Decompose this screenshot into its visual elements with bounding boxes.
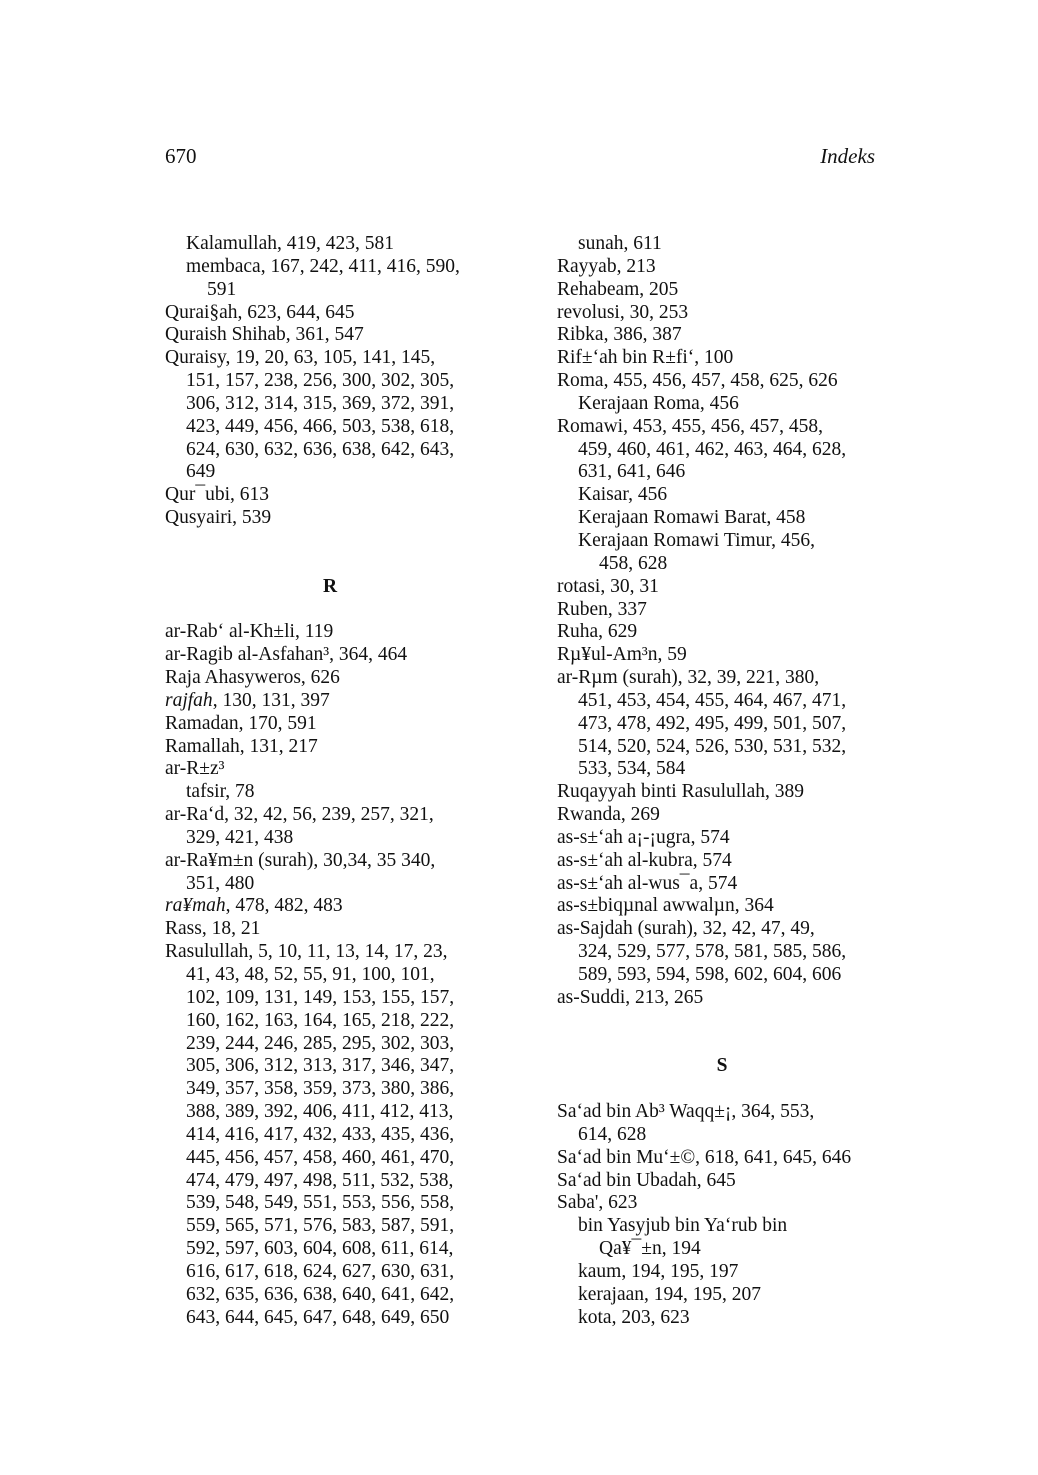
- index-entry: rotasi, 30, 31: [557, 575, 659, 597]
- index-entry: as-s±‘ah a¡-¡ugra, 574: [557, 826, 730, 848]
- index-entry: ar-Ragib al-Asfahan³, 364, 464: [165, 644, 408, 666]
- index-entry: as-s±biqµnal awwalµn, 364: [557, 895, 774, 917]
- index-entry: ar-Ra¥m±n (surah), 30,34, 35 340,: [165, 849, 436, 871]
- index-subentry: 151, 157, 238, 256, 300, 302, 305,: [186, 370, 455, 392]
- index-column-right: [557, 233, 887, 1330]
- index-subentry: 160, 162, 163, 164, 165, 218, 222,: [186, 1009, 455, 1031]
- index-entry: Qusyairi, 539: [165, 507, 272, 529]
- index-subentry: 591: [207, 278, 237, 300]
- section-letter-heading: S: [716, 1055, 728, 1077]
- index-subentry: 649: [186, 461, 216, 483]
- index-column-left: [165, 233, 495, 1330]
- index-subentry: sunah, 611: [578, 233, 662, 254]
- index-entry: Raja Ahasyweros, 626: [165, 667, 340, 689]
- index-entry: Quraisy, 19, 20, 63, 105, 141, 145,: [165, 347, 436, 369]
- index-subentry: kota, 203, 623: [578, 1306, 690, 1328]
- index-subentry: tafsir, 78: [186, 781, 255, 803]
- index-entry: as-s±‘ah al-wus¯a, 574: [557, 872, 738, 894]
- index-subentry: Kerajaan Romawi Timur, 456,: [578, 529, 815, 551]
- italic-term: ra¥mah: [165, 895, 226, 917]
- index-subentry: 414, 416, 417, 432, 433, 435, 436,: [186, 1123, 455, 1145]
- spacer: [165, 530, 495, 553]
- index-entry: as-Suddi, 213, 265: [557, 986, 704, 1008]
- index-subentry: Kerajaan Romawi Barat, 458: [578, 507, 806, 529]
- index-subentry: 239, 244, 246, 285, 295, 302, 303,: [186, 1032, 455, 1054]
- index-entry: Rasulullah, 5, 10, 11, 13, 14, 17, 23,: [165, 941, 448, 963]
- index-entry: Roma, 455, 456, 457, 458, 625, 626: [557, 370, 838, 392]
- index-subentry: bin Yasyjub bin Ya‘rub bin: [578, 1215, 788, 1237]
- index-subentry: 445, 456, 457, 458, 460, 461, 470,: [186, 1146, 455, 1168]
- index-subentry: 473, 478, 492, 495, 499, 501, 507,: [578, 712, 847, 734]
- index-subentry: Kerajaan Roma, 456: [578, 392, 739, 414]
- spacer: [557, 1010, 887, 1033]
- index-entry: Ruha, 629: [557, 621, 638, 643]
- spacer: [165, 599, 495, 622]
- index-subentry: 329, 421, 438: [186, 826, 294, 848]
- index-entry: Ramallah, 131, 217: [165, 735, 318, 757]
- index-subentry: 614, 628: [578, 1123, 647, 1145]
- index-entry: ar-Rab‘ al-Kh±li, 119: [165, 621, 334, 643]
- index-entry: [165, 690, 495, 713]
- index-entry: [165, 895, 495, 918]
- italic-term: rajfah: [165, 689, 213, 711]
- index-entry: Sa‘ad bin Ubadah, 645: [557, 1169, 736, 1191]
- index-entry: Quraish Shihab, 361, 547: [165, 324, 364, 346]
- index-entry: Rµ¥ul-Am³n, 59: [557, 644, 687, 666]
- index-subentry: 632, 635, 636, 638, 640, 641, 642,: [186, 1283, 455, 1305]
- index-entry: Romawi, 453, 455, 456, 457, 458,: [557, 415, 823, 437]
- index-entry: Qur¯ubi, 613: [165, 484, 269, 506]
- index-subentry: 423, 449, 456, 466, 503, 538, 618,: [186, 415, 455, 437]
- index-subentry: 459, 460, 461, 462, 463, 464, 628,: [578, 438, 847, 460]
- index-subentry: 533, 534, 584: [578, 758, 686, 780]
- index-subentry: 631, 641, 646: [578, 461, 686, 483]
- index-subentry: kerajaan, 194, 195, 207: [578, 1283, 762, 1305]
- section-letter-heading: R: [322, 575, 338, 597]
- index-entry: Ramadan, 170, 591: [165, 712, 317, 734]
- index-entry: Qurai§ah, 623, 644, 645: [165, 301, 355, 323]
- index-subentry: 559, 565, 571, 576, 583, 587, 591,: [186, 1215, 455, 1237]
- index-entry: Rass, 18, 21: [165, 918, 261, 940]
- index-subentry: 305, 306, 312, 313, 317, 346, 347,: [186, 1055, 455, 1077]
- entry-pages: , 478, 482, 483: [225, 895, 343, 917]
- index-entry: Sa‘ad bin Mu‘±©, 618, 641, 645, 646: [557, 1146, 852, 1168]
- index-entry: ar-Ra‘d, 32, 42, 56, 239, 257, 321,: [165, 804, 434, 826]
- index-subentry: 41, 43, 48, 52, 55, 91, 100, 101,: [186, 964, 435, 985]
- index-entry: Rayyab, 213: [557, 255, 656, 277]
- index-subentry: 592, 597, 603, 604, 608, 611, 614,: [186, 1238, 454, 1260]
- index-subentry: 539, 548, 549, 551, 553, 556, 558,: [186, 1192, 455, 1214]
- index-subentry: 388, 389, 392, 406, 411, 412, 413,: [186, 1101, 454, 1123]
- spacer: [557, 1078, 887, 1101]
- spacer: [557, 1033, 887, 1056]
- index-entry: ar-R±z³: [165, 758, 225, 780]
- index-subentry: 324, 529, 577, 578, 581, 585, 586,: [578, 941, 847, 963]
- index-entry: Saba', 623: [557, 1192, 638, 1214]
- index-entry: Ruben, 337: [557, 598, 647, 620]
- index-entry: Rehabeam, 205: [557, 278, 679, 300]
- index-entry: ar-Rµm (surah), 32, 39, 221, 380,: [557, 667, 820, 689]
- index-entry: Sa‘ad bin Ab³ Waqq±¡, 364, 553,: [557, 1101, 815, 1123]
- index-entry: Rif±‘ah bin R±fi‘, 100: [557, 347, 734, 369]
- index-subentry: 624, 630, 632, 636, 638, 642, 643,: [186, 438, 455, 460]
- page-header: [165, 144, 875, 174]
- index-entry: Ribka, 386, 387: [557, 324, 682, 346]
- index-entry: revolusi, 30, 253: [557, 301, 689, 323]
- index-subentry: 306, 312, 314, 315, 369, 372, 391,: [186, 392, 455, 414]
- index-subentry: Kaisar, 456: [578, 484, 668, 506]
- index-subentry: 643, 644, 645, 647, 648, 649, 650: [186, 1306, 450, 1328]
- index-subentry: 458, 628: [599, 552, 668, 574]
- running-title: Indeks: [820, 144, 875, 168]
- index-entry: Ruqayyah binti Rasulullah, 389: [557, 781, 804, 803]
- index-entry: as-s±‘ah al-kubra, 574: [557, 849, 732, 871]
- index-subentry: 102, 109, 131, 149, 153, 155, 157,: [186, 986, 455, 1008]
- index-subentry: Kalamullah, 419, 423, 581: [186, 233, 394, 254]
- index-subentry: 474, 479, 497, 498, 511, 532, 538,: [186, 1169, 454, 1191]
- index-subentry: kaum, 194, 195, 197: [578, 1260, 739, 1282]
- entry-pages: , 130, 131, 397: [212, 689, 330, 711]
- index-subentry: 451, 453, 454, 455, 464, 467, 471,: [578, 689, 847, 711]
- spacer: [165, 553, 495, 576]
- page-number: 670: [165, 144, 197, 168]
- index-subentry: 351, 480: [186, 872, 255, 894]
- index-subentry: 514, 520, 524, 526, 530, 531, 532,: [578, 735, 847, 757]
- index-subentry: 349, 357, 358, 359, 373, 380, 386,: [186, 1078, 455, 1100]
- index-entry: as-Sajdah (surah), 32, 42, 47, 49,: [557, 918, 815, 940]
- index-subentry: 616, 617, 618, 624, 627, 630, 631,: [186, 1260, 455, 1282]
- index-entry: Rwanda, 269: [557, 804, 660, 826]
- index-subentry: membaca, 167, 242, 411, 416, 590,: [186, 255, 460, 277]
- index-subentry: Qa¥¯±n, 194: [599, 1238, 701, 1260]
- index-subentry: 589, 593, 594, 598, 602, 604, 606: [578, 964, 842, 985]
